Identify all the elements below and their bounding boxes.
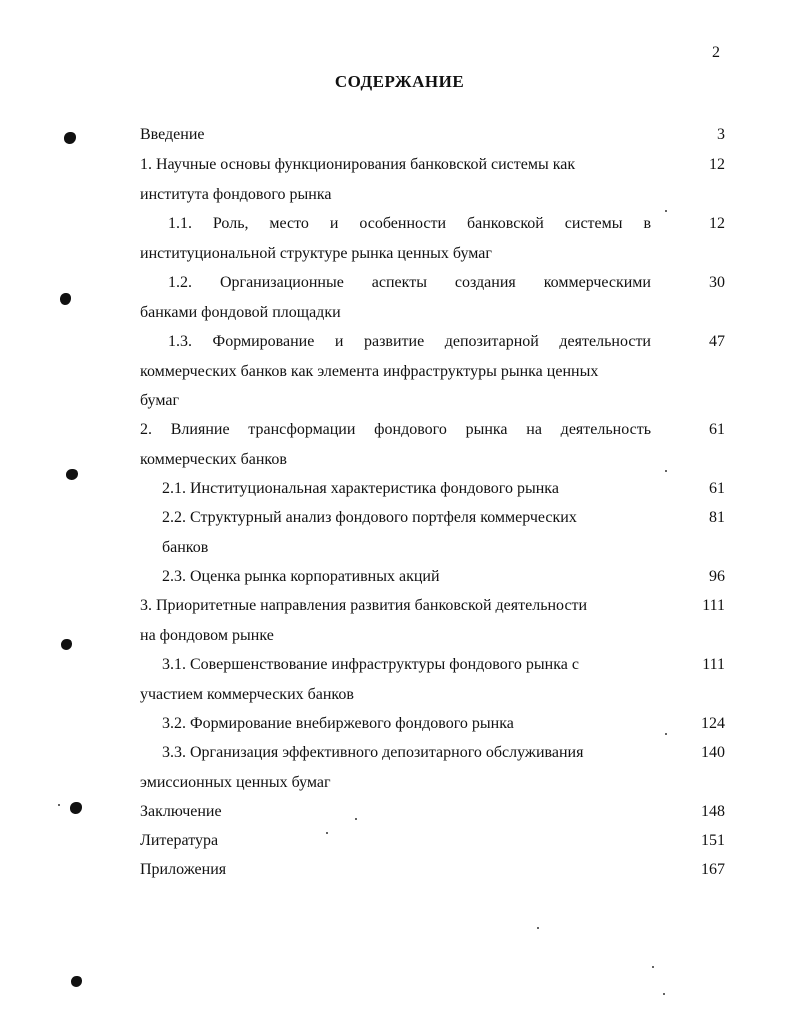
toc-entry-text: на фондовом рынке: [140, 626, 274, 644]
toc-entry-chapter-1: [140, 150, 725, 209]
page-title: СОДЕРЖАНИЕ: [334, 72, 465, 91]
toc-page-number: 111: [702, 656, 725, 673]
toc-entry-section-1-3: [140, 327, 725, 416]
toc-entry-chapter-2: [140, 415, 725, 474]
toc-entry-text: 3.1. Совершенствование инфраструктуры фондового рынка с: [162, 656, 579, 673]
toc-entry-section-3-2: [140, 709, 725, 739]
toc-entry-text: институциональной структуре рынка ценных бумаг: [140, 244, 492, 262]
toc-entry-conclusion: [140, 797, 725, 827]
toc-entry-text: участием коммерческих банков: [140, 685, 354, 703]
toc-entry-text: 2.3. Оценка рынка корпоративных акций: [162, 568, 440, 585]
toc-page-number: 12: [709, 156, 725, 173]
toc-entry-text: Приложения: [140, 861, 227, 878]
scan-speck: [537, 927, 539, 929]
toc-entry-text: коммерческих банков как элемента инфраструктуры рынка ценных: [140, 362, 599, 380]
toc-page-number: 3: [717, 126, 725, 143]
toc-entry-text: 2.1. Институциональная характеристика фондового рынка: [162, 480, 559, 497]
toc-entry-section-1-1: [140, 209, 725, 268]
binding-hole-mark: [64, 132, 76, 144]
toc-entry-introduction: [140, 120, 725, 150]
binding-hole-mark: [71, 976, 82, 987]
toc-page-number: 148: [701, 803, 725, 820]
toc-page-number: 140: [701, 744, 725, 761]
toc-page-number: 81: [709, 509, 725, 526]
toc-entry-section-2-3: [140, 562, 725, 592]
toc-entry-text: института фондового рынка: [140, 185, 332, 203]
toc-entry-text: 3.3. Организация эффективного депозитарного обслуживания: [162, 744, 584, 761]
toc-entry-text: 2. Влияние трансформации фондового рынка на деятельность: [140, 421, 651, 438]
toc-page-number: 61: [709, 421, 725, 438]
binding-hole-mark: [66, 469, 78, 480]
toc-entry-text: 1.3. Формирование и развитие депозитарной деятельности: [168, 333, 651, 350]
toc-entry-text: коммерческих банков: [140, 450, 287, 468]
toc-entry-section-2-1: [140, 474, 725, 504]
toc-entry-appendices: [140, 855, 725, 885]
toc-entry-text: 3. Приоритетные направления развития банковской деятельности: [140, 597, 588, 614]
scan-speck: [58, 804, 60, 806]
toc-entry-text: 1.2. Организационные аспекты создания коммерческими: [168, 274, 651, 291]
scan-speck: [665, 210, 667, 212]
toc-page-number: 151: [701, 832, 725, 849]
binding-hole-mark: [60, 293, 71, 305]
toc-entry-section-2-2: [140, 503, 725, 562]
toc-page-number: 96: [709, 568, 725, 585]
scan-speck: [663, 993, 665, 995]
page-number: 2: [712, 44, 720, 61]
scan-speck: [652, 966, 654, 968]
toc-entry-text: Заключение: [140, 803, 222, 820]
toc-entry-text: 3.2. Формирование внебиржевого фондового рынка: [162, 715, 514, 732]
toc-entry-text: эмиссионных ценных бумаг: [140, 773, 331, 791]
toc-entry-text: бумаг: [140, 392, 179, 409]
scan-speck: [326, 832, 328, 834]
toc-page-number: 167: [701, 861, 725, 878]
scan-speck: [665, 470, 667, 472]
toc-entry-text: банками фондовой площадки: [140, 303, 341, 321]
toc-entry-text: банков: [162, 538, 209, 556]
toc-entry-text: Введение: [140, 126, 205, 143]
toc-entry-section-3-3: [140, 738, 725, 797]
scan-speck: [665, 733, 667, 735]
toc-page-number: 124: [701, 715, 725, 732]
toc-page-number: 61: [709, 480, 725, 497]
toc-page-number: 12: [709, 215, 725, 232]
toc-page-number: 47: [709, 333, 725, 350]
toc-entry-text: Литература: [140, 832, 219, 849]
toc-entry-text: 2.2. Структурный анализ фондового портфеля коммерческих: [162, 509, 577, 526]
toc-entry-section-3-1: [140, 650, 725, 709]
toc-page-number: 30: [709, 274, 725, 291]
toc-entry-text: 1. Научные основы функционирования банковской системы как: [140, 156, 576, 173]
toc-entry-text: 1.1. Роль, место и особенности банковской системы в: [168, 215, 651, 232]
toc-entry-literature: [140, 826, 725, 856]
toc-page-number: 111: [702, 597, 725, 614]
toc-entry-chapter-3: [140, 591, 725, 650]
binding-hole-mark: [70, 802, 82, 814]
scan-speck: [355, 818, 357, 820]
binding-hole-mark: [61, 639, 72, 650]
toc-entry-section-1-2: [140, 268, 725, 327]
